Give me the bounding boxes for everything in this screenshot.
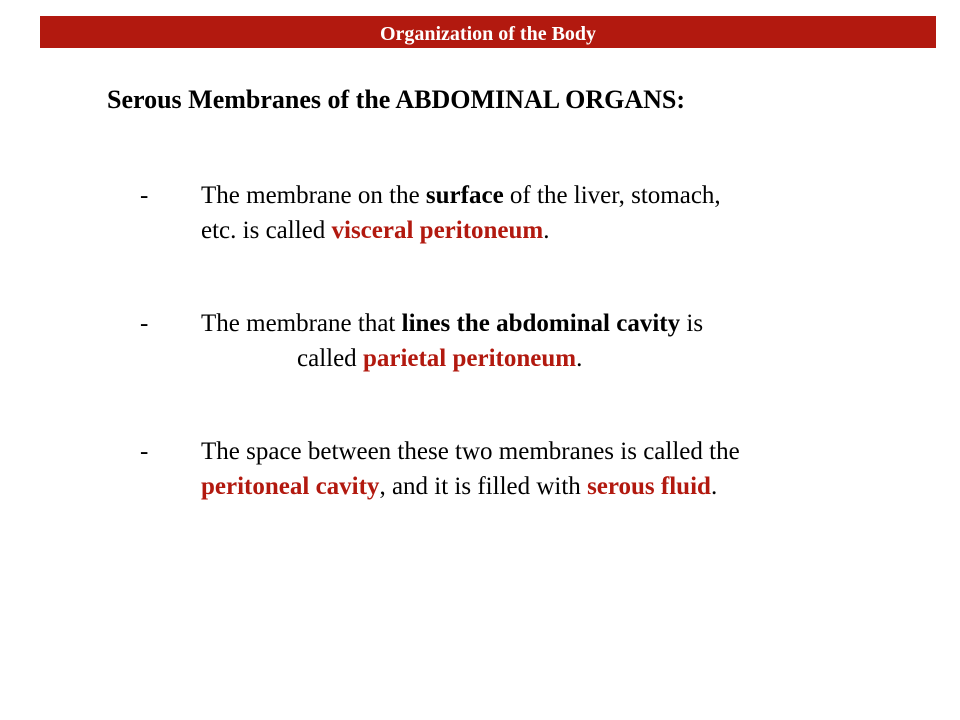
- bold-term: surface: [425, 182, 504, 209]
- slide-title: Organization of the Body: [379, 23, 597, 45]
- text-span: The membrane that: [201, 310, 402, 337]
- text-span: .: [710, 473, 718, 500]
- bullet-line: [201, 178, 721, 213]
- bullet-cavity: [140, 434, 900, 514]
- text-span: The membrane on the: [201, 182, 426, 209]
- slide-title-banner: [40, 16, 936, 48]
- bullet-visceral: [140, 178, 900, 258]
- bullet-line: [201, 469, 717, 504]
- key-term: parietal peritoneum: [362, 345, 577, 372]
- text-span: etc. is called: [201, 217, 332, 244]
- key-term: serous fluid: [587, 473, 711, 500]
- section-heading: Serous Membranes of the ABDOMINAL ORGANS:: [107, 85, 686, 114]
- text-span: called: [297, 345, 363, 372]
- bold-term: lines the abdominal cavity: [401, 310, 681, 337]
- bullet-line: [201, 434, 740, 469]
- text-span: is: [680, 310, 704, 337]
- bullet-dash: -: [140, 310, 149, 337]
- bullet-line: [201, 213, 550, 248]
- bullet-line: [201, 306, 703, 341]
- bullet-dash: -: [140, 438, 149, 465]
- bullet-line: [297, 341, 582, 376]
- text-span: .: [576, 345, 583, 372]
- bullet-dash: -: [140, 182, 149, 209]
- key-term: peritoneal cavity: [201, 473, 380, 500]
- text-span: , and it is filled with: [379, 473, 588, 500]
- key-term: visceral peritoneum: [331, 217, 544, 244]
- text-span: The space between these two membranes is called the: [201, 438, 740, 465]
- text-span: .: [543, 217, 550, 244]
- text-span: of the liver, stomach,: [503, 182, 721, 209]
- bullet-parietal: [140, 306, 900, 386]
